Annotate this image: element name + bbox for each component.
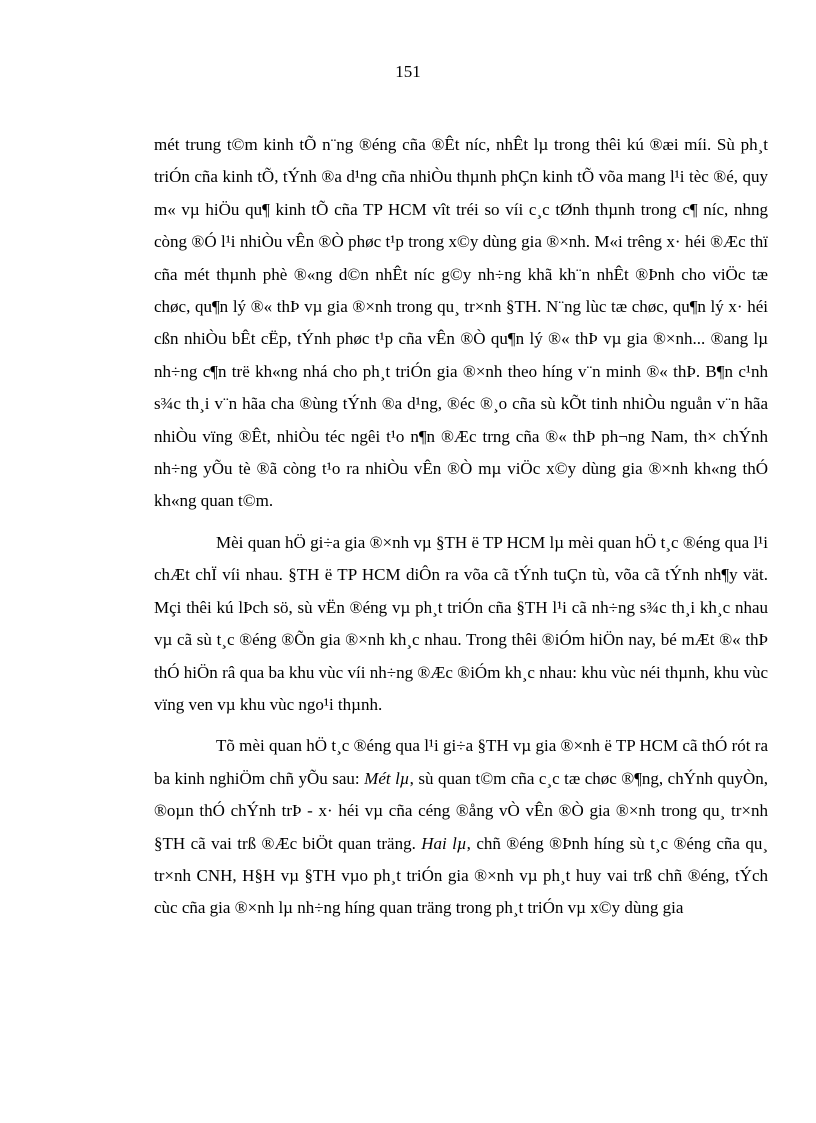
paragraph-text: Tõ mèi quan hÖ t¸c ®éng qua l¹i gi÷a §TH vµ gia ®×nh ë TP HCM cã thÓ rót ra ba kinh nghiÖm chñ yÕu sau:: [154, 736, 768, 788]
paragraph-text: mét trung t©m kinh tÕ n¨ng ®éng cña ®Êt níc, nhÊt lµ trong thêi kú ®æi míi. Sù ph¸t triÓn cña kinh tÕ, tÝnh ®a d¹ng cña nhiÒu thµnh phÇn kinh tÕ võa mang l¹i tèc ®é, quy m« vµ hiÖu qu¶ kinh tÕ cña TP HCM vît tréi so víi c¸c tØnh thµnh trong c¶ níc, nhng còng ®Ó l¹i nhiÒu vÊn ®Ò phøc t¹p trong x©y dùng gia ®×nh. M«i trêng x· héi ®Æc thï cña mét thµnh phè ®«ng d©n nhÊt níc g©y nh÷ng khã kh¨n nhÊt ®Þnh cho viÖc tæ chøc, qu¶n lý ®« thÞ vµ gia ®×nh trong qu¸ tr×nh §TH. N¨ng lùc tæ chøc, qu¶n lý x· héi cßn nhiÒu bÊt cËp, tÝnh phøc t¹p cña vÊn ®Ò qu¶n lý ®« thÞ vµ gia ®×nh... ®ang lµ nh÷ng c¶n trë kh«ng nhá cho ph¸t triÓn gia ®×nh theo híng v¨n minh ®« thÞ. B¶n c¹nh s¾c th¸i v¨n hãa cha ®ùng tÝnh ®a d¹ng, ®éc ®¸o cña sù kÕt tinh nhiÒu nguån v¨n hãa nhiÒu vïng ®Êt, nhiÒu téc ngêi t¹o n¶n ®Æc trng cña ®« thÞ ph¬ng Nam, th× chÝnh nh÷ng yÕu tè ®ã còng t¹o ra nhiÒu vÊn ®Ò mµ viÖc x©y dùng gia ®×nh kh«ng thÓ kh«ng quan t©m.: [154, 135, 768, 511]
paragraph: [154, 129, 768, 518]
body-text: [154, 129, 768, 934]
paragraph-text: Mèi quan hÖ gi÷a gia ®×nh vµ §TH ë TP HCM lµ mèi quan hÖ t¸c ®éng qua l¹i chÆt chÏ víi nhau. §TH ë TP HCM diÔn ra võa cã tÝnh tuÇn tù, võa cã tÝnh nh¶y vät. Mçi thêi kú lÞch sö, sù vËn ®éng vµ ph¸t triÓn cña §TH l¹i cã nh÷ng s¾c th¸i kh¸c nhau vµ cã sù t¸c ®éng ®Õn gia ®×nh kh¸c nhau. Trong thêi ®iÓm hiÖn nay, bé mÆt ®« thÞ thÓ hiÖn râ qua ba khu vùc víi nh÷ng ®Æc ®iÓm kh¸c nhau: khu vùc néi thµnh, khu vùc vïng ven vµ khu vùc ngo¹i thµnh.: [154, 532, 768, 714]
emphasis-text: Hai lµ: [421, 833, 467, 853]
page-number: 151: [395, 62, 421, 81]
emphasis-text: Mét lµ: [364, 768, 410, 788]
paragraph-text: , chñ ®éng ®Þnh híng sù t¸c ®éng cña qu¸ tr×nh CNH, H§H vµ §TH vµo ph¸t triÓn gia ®×nh vµ ph¸t huy vai trß chñ ®éng, tÝch cùc cña gia ®×nh lµ nh÷ng híng quan träng trong ph¸t triÓn vµ x©y dùng gia: [154, 833, 768, 918]
paragraph-text: , sù quan t©m cña c¸c tæ chøc ®¶ng, chÝnh quyÒn, ®oµn thÓ chÝnh trÞ - x· héi vµ cña céng ®ång vÒ vÊn ®Ò gia ®×nh trong qu¸ tr×nh §TH cã vai trß ®Æc biÖt quan träng.: [154, 768, 769, 853]
paragraph: [154, 730, 768, 924]
paragraph: [154, 527, 768, 721]
